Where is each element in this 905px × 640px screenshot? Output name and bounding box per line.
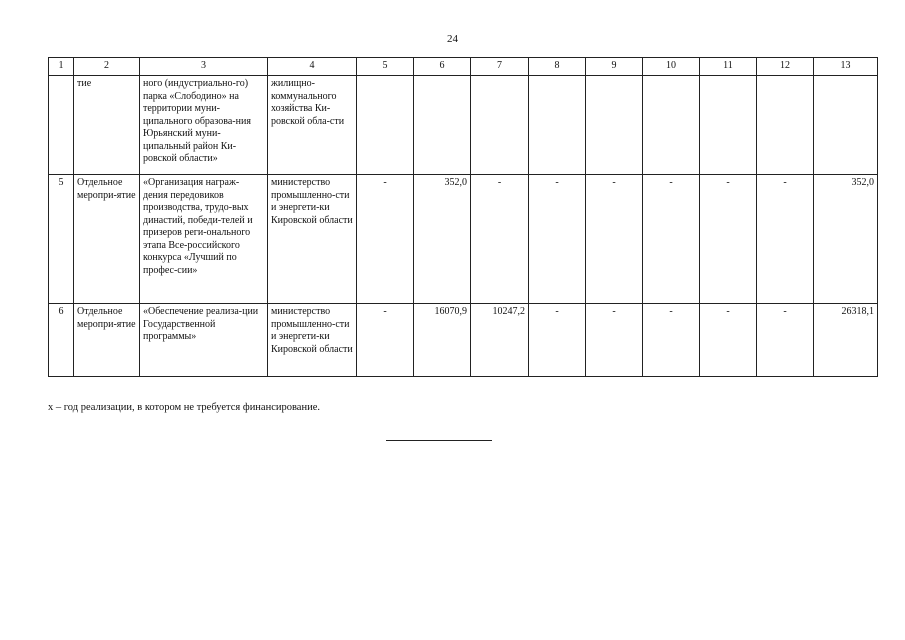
table-row <box>49 175 878 304</box>
total-cell: 352,0 <box>814 175 878 304</box>
value-cell: - <box>357 175 414 304</box>
table-row <box>49 76 878 175</box>
total-cell: 26318,1 <box>814 304 878 377</box>
header-cell: 7 <box>471 58 529 76</box>
responsible-executor: министерство промышленно-сти и энергети-ки Кировской области <box>268 304 357 377</box>
value-cell: - <box>529 175 586 304</box>
value-cell: 10247,2 <box>471 304 529 377</box>
header-cell: 5 <box>357 58 414 76</box>
header-cell: 8 <box>529 58 586 76</box>
value-cell: 16070,9 <box>414 304 471 377</box>
value-cell <box>529 76 586 175</box>
responsible-executor: жилищно-коммунального хозяйства Ки-ровской обла-сти <box>268 76 357 175</box>
value-cell: - <box>700 304 757 377</box>
value-cell: - <box>529 304 586 377</box>
header-cell: 10 <box>643 58 700 76</box>
measure-type: тие <box>74 76 140 175</box>
header-cell: 1 <box>49 58 74 76</box>
header-cell: 9 <box>586 58 643 76</box>
value-cell: - <box>757 175 814 304</box>
header-cell: 12 <box>757 58 814 76</box>
footnote: х – год реализации, в котором не требуется финансирование. <box>48 402 320 413</box>
value-cell: - <box>586 175 643 304</box>
page-number: 24 <box>447 33 458 45</box>
value-cell: - <box>643 304 700 377</box>
value-cell: - <box>643 175 700 304</box>
header-cell: 2 <box>74 58 140 76</box>
value-cell <box>471 76 529 175</box>
measure-name: ного (индустриально-го) парка «Слободино» на территории муни-ципального образова-ния Юрьянский муни-ципальный район Ки-ровской области» <box>140 76 268 175</box>
closing-rule <box>386 440 492 441</box>
value-cell: - <box>357 304 414 377</box>
header-cell: 4 <box>268 58 357 76</box>
value-cell <box>643 76 700 175</box>
value-cell <box>586 76 643 175</box>
header-cell: 13 <box>814 58 878 76</box>
header-row <box>49 58 878 76</box>
value-cell <box>414 76 471 175</box>
row-index: 5 <box>49 175 74 304</box>
row-index <box>49 76 74 175</box>
total-cell <box>814 76 878 175</box>
value-cell: - <box>471 175 529 304</box>
value-cell <box>757 76 814 175</box>
row-index: 6 <box>49 304 74 377</box>
header-cell: 11 <box>700 58 757 76</box>
measure-type: Отдельное меропри-ятие <box>74 175 140 304</box>
value-cell: - <box>586 304 643 377</box>
value-cell <box>700 76 757 175</box>
responsible-executor: министерство промышленно-сти и энергети-ки Кировской области <box>268 175 357 304</box>
value-cell: 352,0 <box>414 175 471 304</box>
funding-table <box>48 57 878 377</box>
measure-name: «Организация награж-дения передовиков производства, трудо-вых династий, победи-телей и призеров реги-онального этапа Все-российского конкурса «Лучший по профес-сии» <box>140 175 268 304</box>
value-cell <box>357 76 414 175</box>
table-row <box>49 304 878 377</box>
value-cell: - <box>700 175 757 304</box>
header-cell: 3 <box>140 58 268 76</box>
measure-name: «Обеспечение реализа-ции Государственной программы» <box>140 304 268 377</box>
measure-type: Отдельное меропри-ятие <box>74 304 140 377</box>
value-cell: - <box>757 304 814 377</box>
header-cell: 6 <box>414 58 471 76</box>
